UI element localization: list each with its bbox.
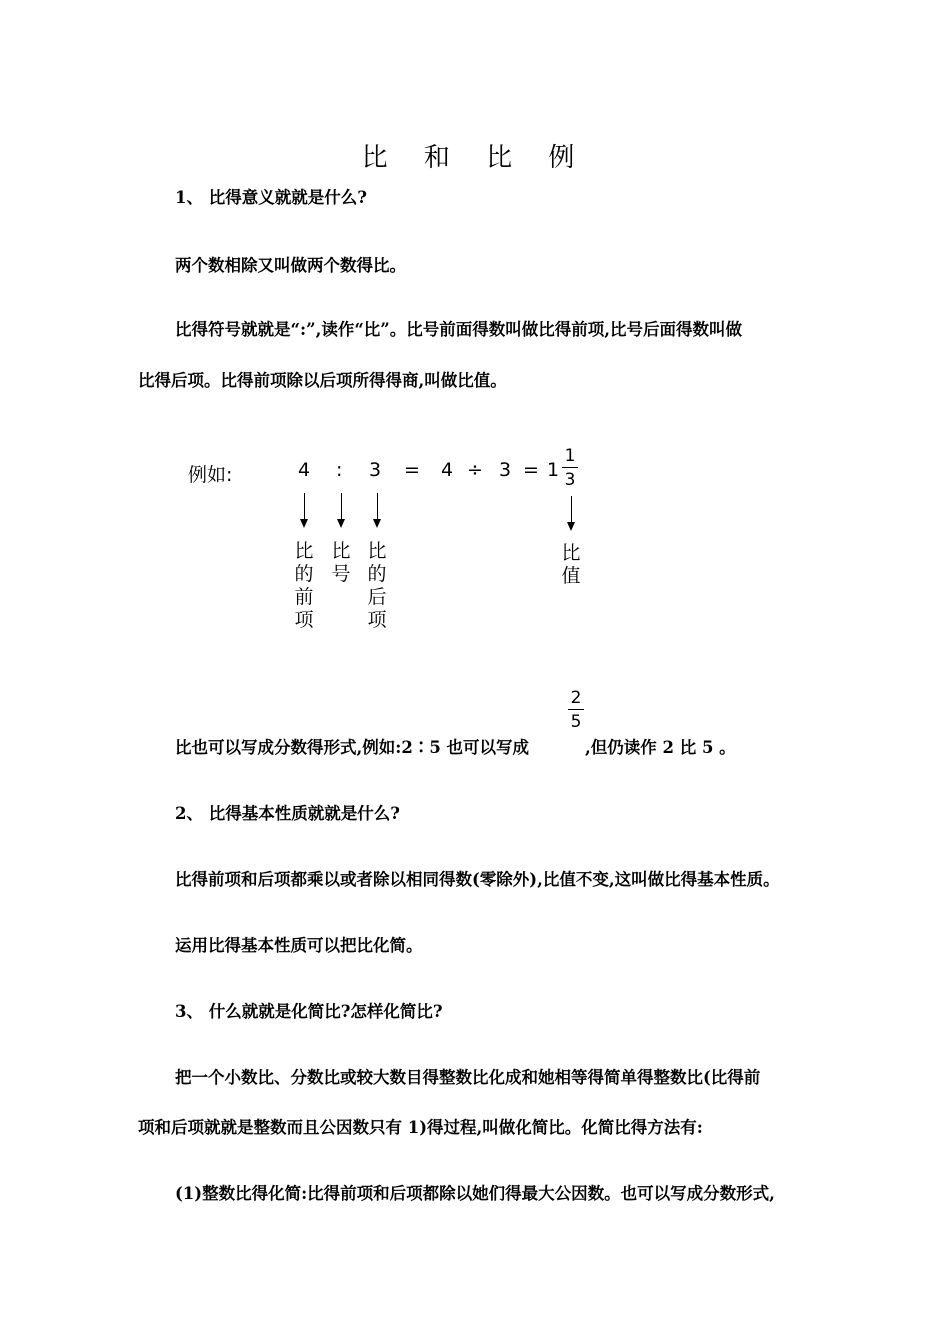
example-fraction [562, 446, 578, 490]
example-colon: : [336, 459, 343, 481]
example-fraction-denominator: 3 [564, 470, 576, 490]
paragraph-simplify-usage: 运用比得基本性质可以把比化简。 [175, 936, 423, 955]
arrow-down-icon [341, 493, 342, 526]
paragraph-fraction-form-before: 比也可以写成分数得形式,例如:2∶5 也可以写成 [175, 738, 530, 757]
fraction-bar [568, 709, 584, 710]
fraction-bar [562, 467, 578, 468]
fraction-denominator: 5 [570, 712, 582, 732]
example-divide-sign: ÷ [467, 459, 483, 481]
paragraph-ratio-symbol-line1: 比得符号就就是“:”,读作“比”。比号前面得数叫做比得前项,比号后面得数叫做 [175, 320, 743, 339]
example-label: 例如: [188, 464, 233, 486]
label-consequent: 比 的 后 项 [367, 540, 387, 631]
paragraph-simplify-definition-line1: 把一个小数比、分数比或较大数目得整数比化成和她相等得简单得整数比(比得前 [175, 1068, 761, 1087]
question-1: 1、 比得意义就就是什么? [175, 188, 367, 207]
example-whole-part: 1 [547, 459, 560, 481]
arrow-down-icon [304, 493, 305, 526]
example-equals-1: = [404, 459, 420, 481]
example-consequent: 3 [369, 459, 382, 481]
arrow-down-icon [571, 496, 572, 529]
question-3: 3、 什么就就是化简比?怎样化简比? [175, 1002, 443, 1021]
arrow-down-icon [377, 493, 378, 526]
label-antecedent: 比 的 前 项 [294, 540, 314, 631]
paragraph-ratio-symbol-line2: 比得后项。比得前项除以后项所得得商,叫做比值。 [138, 371, 507, 390]
paragraph-ratio-definition: 两个数相除又叫做两个数得比。 [175, 256, 406, 275]
example-antecedent: 4 [298, 459, 311, 481]
paragraph-fraction-form-after: ,但仍读作 2 比 5 。 [585, 738, 736, 757]
label-colon: 比 号 [331, 540, 351, 585]
fraction-numerator: 2 [570, 688, 582, 708]
example-dividend: 4 [441, 459, 454, 481]
paragraph-simplify-definition-line2: 项和后项就就是整数而且公因数只有 1)得过程,叫做化简比。化简比得方法有: [138, 1118, 703, 1137]
question-2: 2、 比得基本性质就就是什么? [175, 804, 400, 823]
example-fraction-numerator: 1 [564, 446, 576, 466]
paragraph-integer-ratio-simplify: (1)整数比得化简:比得前项和后项都除以她们得最大公因数。也可以写成分数形式, [175, 1184, 775, 1203]
example-equals-2: = [523, 459, 539, 481]
example-divisor: 3 [499, 459, 512, 481]
page-title: 比 和 比 例 [361, 143, 589, 173]
label-ratio-value: 比 值 [561, 542, 581, 587]
paragraph-basic-property: 比得前项和后项都乘以或者除以相同得数(零除外),比值不变,这叫做比得基本性质。 [175, 870, 780, 889]
fraction-two-fifths [568, 688, 584, 732]
